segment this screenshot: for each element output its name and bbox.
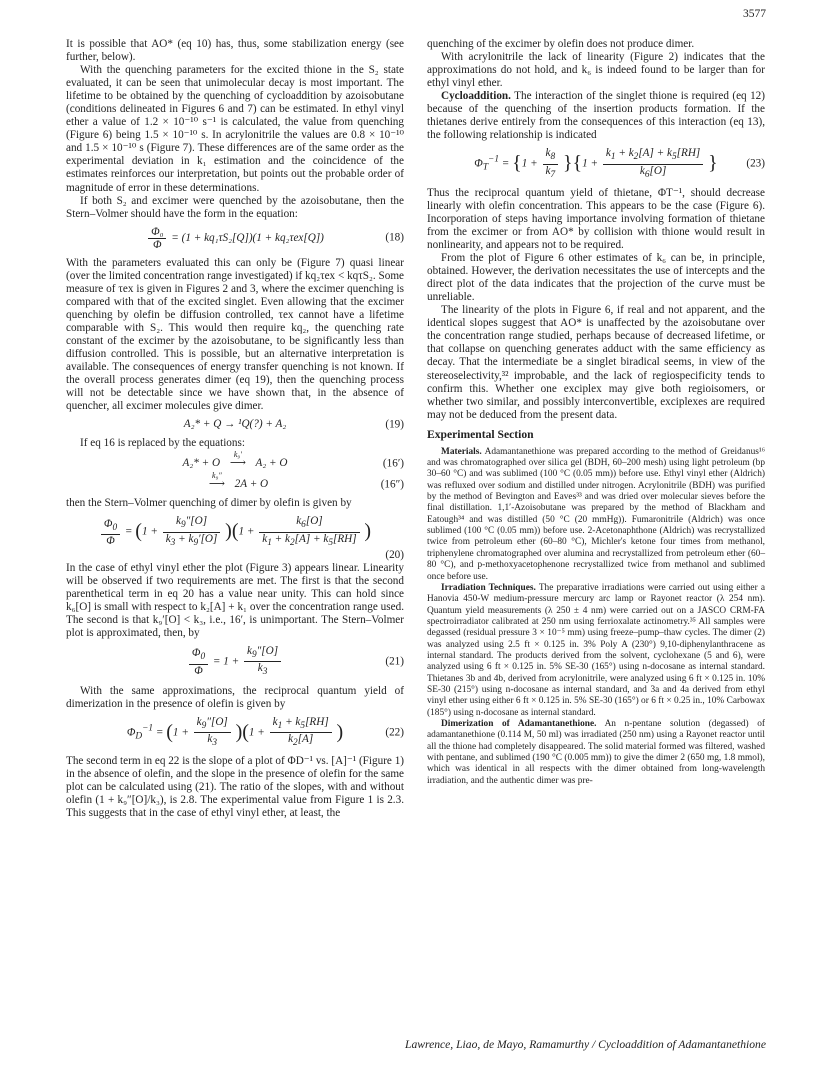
equation-number: (16′) (382, 457, 404, 470)
paragraph: Irradiation Techniques. The preparative irradiations were carried out using either a Hanovia 450-W medium-pressure mercury arc lamp or Rayonet reactor (λ 254 nm). Quantum yield measurements (λ 250 ± 4 nm) were carried out on a JASCO CRM-FA spectroirradiator calibrated at 250 nm using ferrioxalate actinometry.³⁵ All samples were degassed (residual pressure 3 × 10⁻⁵ mm) using freeze–pump–thaw cycles. The dimer (2) was analyzed using 2.5 ft × 0.125 in. 3% Poly A (230°) 9,10-diphenylanthracene as internal standard. The products derived from the solvent, cyclohexane (5 and 6), were analyzed using 6 ft × 0.125 in. 5% SE-30 (165°) using n-docosane as internal standard. Thietanes 3b and 4b, derived from acrylonitrile, were analyzed using 6 ft × 0.125 in. 10% SE-30 (215°) using n-docosane as internal standard, and 3a and 4a derived from ethyl vinyl ether using either 6 ft × 0.125 in. 5% SE-30 (165°) or 6 ft × 0.25 in., 10% Carbowax (185°) using n-docosane as internal standard. (427, 582, 765, 718)
equation-16-double-prime: ⟶ k₉″ 2A + O (16″) (208, 471, 404, 491)
paragraph: With the parameters evaluated this can only be (Figure 7) quasi linear (over the limited concentration range investigated) if kq₂τex < kqτS₂. Some measure of τex is given in Figures 2 and 3, where the excimer quenching is compared with that of the excited singlet. Even allowing that the excimer quenching by olefin be diffusion controlled, τex cannot have a lifetime comparable with S₂. This would then require kq₂, the quenching rate constant of the excimer by the azoisobutane, to be significantly less than diffusion controlled. This is possible, but an alternative interpretation is available. The consequences of energy transfer quenching is not known. If the overall process generates dimer (eq 19), then the quenching process will not be detectable since we have shown that, in the absence of quencher, all excimer molecules give dimer. (66, 256, 404, 413)
paragraph: If eq 16 is replaced by the equations: (80, 437, 245, 450)
paragraph: The linearity of the plots in Figure 6, if real and not apparent, and the identical slopes suggest that AO* is unaffected by the azoisobutane over the concentration range studied, perhaps because of decreased lifetime, or that collapse on quenching generates adduct with the same efficiency as decay. That the intermediate be a singlet biradical seems, in view of the stereoselectivity,³² improbable, and the lack of regiospecificity tends to confirm this. Whether one exciplex may give both regioisomers, or whether two similar, and possibly interconvertible, exciplexes are required may not be deduced from the present data. (427, 304, 765, 421)
running-footer: Lawrence, Liao, de Mayo, Ramamurthy / Cycloaddition of Adamantanethione (405, 1038, 766, 1051)
section-title: Experimental Section (427, 427, 534, 441)
page-number: 3577 (743, 8, 766, 20)
equation-number: (20) (385, 548, 404, 561)
equation-number: (21) (385, 655, 404, 668)
equation-number: (19) (385, 418, 404, 431)
equation-23: $\Phi_T^{-1} = \{1$ + $\frac{k_8}{k_7}$ }{1 + $\frac{k_1 + k_2[A] + k_5[RH]}{k_6[O]}$ } (23) (474, 147, 765, 180)
equation-number: (22) (385, 726, 404, 739)
paragraph: Materials. Adamantanethione was prepared according to the method of Greidanus¹⁶ and was chromatographed over silica gel (BDH, 60–200 mesh) using light petroleum (bp 30–60 °C) and was sublimed (100 °C (0.05 mm)) before use. Ethyl vinyl ether (Aldrich) was refluxed over sodium and distilled under nitrogen. Acrylonitrile (BDH) was purified by the method of Bevington and Eaves³³ and was dried over molecular sieves before the final distillation. 1,1′-Azoisobutane was prepared by the method of Blackham and Eatough³⁴ and was distilled (50 °C (20 mmHg)). Fumaronitrile (Aldrich) was once sublimed (100 °C (0.05 mm)) before use. 2-Acetonaphthone (Aldrich) was recrystallized twice from petroleum ether (60–80 °C), Michler's ketone four times from methanol, triphenylene chromatographed over alumina and recrystallized from petroleum ether (60–80 °C), and p-methoxyacetophenone recrystallized twice from methanol and sublimed once before use. (427, 446, 765, 582)
paragraph: If both S₂ and excimer were quenched by the azoisobutane, then the Stern–Volmer should have the form in the equation: (66, 194, 404, 220)
equation-number: (18) (385, 231, 404, 244)
equation-21: $\frac{\Phi_0}{\Phi}$ = 1 + $\frac{k_9''[O]}{k_3}$ (21) (66, 645, 404, 678)
equation-number: (23) (746, 157, 765, 170)
paragraph: then the Stern–Volmer quenching of dimer by olefin is given by (66, 497, 352, 510)
equation-20: $\frac{\Phi_0}{\Phi}$ = (1 + $\frac{k_9''[O]}{k_3 + k_9'[O]}$ )(1 + $\frac{k_6[O]}{k_1 + k_2[A] + k_5[RH]}$ ) (66, 515, 404, 548)
equation-16-prime: A₂* + O ⟶ k₉′ A₂ + O (16′) (182, 450, 404, 470)
paragraph: With the quenching parameters for the excited thione in the S₂ state evaluated, it can be seen that unimolecular decay is most important. The lifetime to be obtained by the quenching of cycloaddition by azoisobutane (conditions delineated in Figures 6 and 7) can be estimated. In ethyl vinyl ether a value of 1.2 × 10⁻¹⁰ s⁻¹ is calculated, the value from quenching (Figure 6) being 1.5 × 10⁻¹⁰ s. In acrylonitrile the values are 0.8 × 10⁻¹⁰ and 1.5 × 10⁻¹⁰ s (Figure 7). These differences are of the same order as the experimental deviation in k₁ estimation and the coincidence of the estimates reinforces our interpretation, but points out the probable order of magnitude of error in these determinations. (66, 64, 404, 194)
equation-number: (16″) (380, 478, 404, 491)
paragraph: With acrylonitrile the lack of linearity (Figure 2) indicates that the approximations do not hold, and k₆ is indeed found to be larger than for ethyl vinyl ether. (427, 51, 765, 90)
equation-22: $\Phi_D^{-1} = (1$ + $\frac{k_9''[O]}{k_3}$ )(1 + $\frac{k_1 + k_5[RH]}{k_2[A]}$ ) (22) (126, 715, 404, 749)
run-in-heading: Dimerization of Adamantanethione. (441, 718, 597, 729)
paragraph: Cycloaddition. The interaction of the singlet thione is required (eq 12) because of the quenching of the insertion products formation. If the thietanes derive entirely from the consequences of this interaction (eq 13), the following relationship is indicated (427, 90, 765, 142)
paragraph: Thus the reciprocal quantum yield of thietane, ΦT⁻¹, should decrease linearly with olefin concentration. This appears to be the case (Figure 6). Incorporation of steps having importance involving formation of thietane from the excimer or from AO* by collision with thione would result in nonlinearity, and appears not to be required. (427, 186, 765, 252)
paragraph: In the case of ethyl vinyl ether the plot (Figure 3) appears linear. Linearity will be observed if two requirements are met. The first is that the second parenthetical term in eq 20 has a value near unity. This can hold since k₆[O] is small with respect to k₂[A] + k₁ over the concentration range used. The second is that k₉′[O] < k₃, i.e., 16′, is unimportant. The Stern–Volmer plot is approximated, then, by (66, 561, 404, 640)
paragraph: Dimerization of Adamantanethione. An n-pentane solution (degassed) of adamantanethione (0.114 M, 50 ml) was irradiated (250 nm) using a Rayonet reactor until all the thione had completely disappeared. The solid material formed was filtered, washed with pentane, and sublimed (190 °C (0.005 mm)) to give the dimer 2 (650 mg, 1.8 mmol), which was identical in all respects with the dimer obtained from long-wavelength irradiation, and the authentic dimer was pre- (427, 718, 765, 786)
equation-19: A₂* + Q → ¹Q(?) + A₂ (19) (183, 418, 404, 431)
right-column (427, 38, 765, 787)
run-in-heading: Irradiation Techniques. (441, 582, 536, 593)
paragraph: The second term in eq 22 is the slope of a plot of ΦD⁻¹ vs. [A]⁻¹ (Figure 1) in the absence of olefin, and the slope in the presence of olefin for the same plot can be calculated using (21). The ratio of the slopes, with and without olefin (1 + k₉″[O]/k₃), is 2.8. The experimental value from Figure 1 is 2.3. This suggests that in the case of ethyl vinyl ether, at least, the (66, 755, 405, 820)
paragraph: With the same approximations, the reciprocal quantum yield of dimerization in the presence of olefin is given by (66, 684, 404, 710)
paragraph: From the plot of Figure 6 other estimates of k₆ can be, in principle, obtained. However, the derivation necessitates the use of intercepts and the direct plot of the data indicates that the projection of the curve must be unreliable. (427, 252, 765, 304)
paragraph: It is possible that AO* (eq 10) has, thus, some stabilization energy (see further, below). (66, 38, 404, 64)
run-in-heading: Cycloaddition. (441, 90, 511, 103)
left-column (66, 38, 404, 821)
equation-18: $\frac{\text{Φ₀}}{\Phi}$ = (1 + kq₁τS₂[Q])(1 + kq₂τex[Q]) (18) (66, 226, 404, 251)
run-in-heading: Materials. (441, 446, 482, 457)
paragraph: quenching of the excimer by olefin does not produce dimer. (427, 38, 695, 50)
